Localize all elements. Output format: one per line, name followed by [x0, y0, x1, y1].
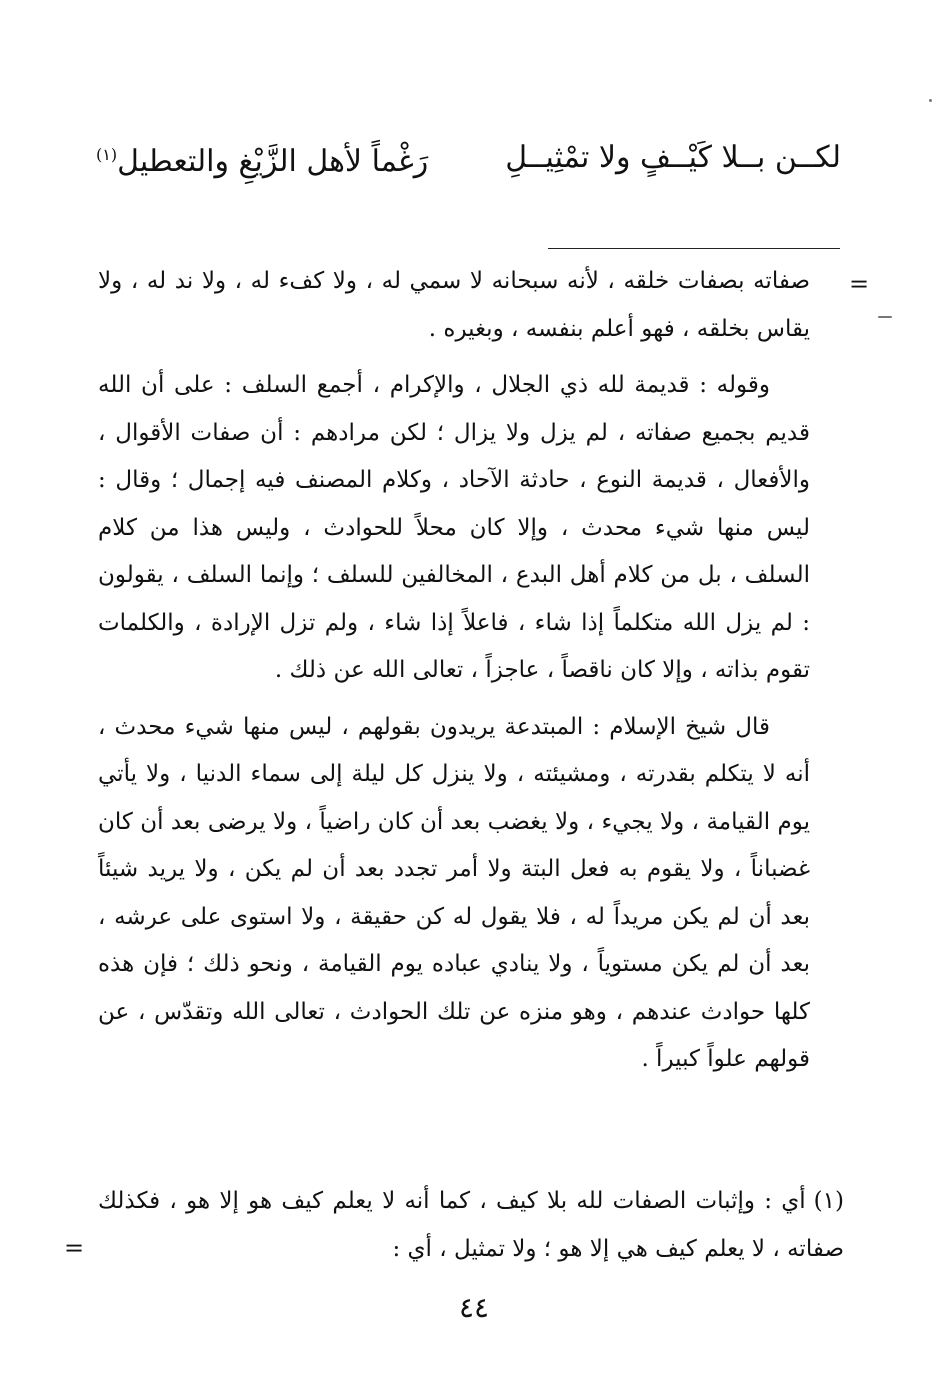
verse-line	[96, 128, 841, 188]
scan-speck	[929, 99, 932, 102]
commentary-paragraph: صفاته بصفات خلقه ، لأنه سبحانه لا سمي له ، ولا كفء له ، ولا ند له ، ولا يقاس بخلقه ، فهو أعلم بنفسه ، وبغيره .	[98, 268, 810, 342]
footnote-marker: (١)	[96, 144, 118, 164]
verse-right-hemistich: لكــن بــلا كَيْــفٍ ولا تمْثِيــلِ	[505, 140, 841, 175]
footnote-text: أي : وإثبات الصفات لله بلا كيف ، كما أنه لا يعلم كيف هو إلا هو ، فكذلك صفاته ، لا يعلم كيف هي إلا هو ؛ ولا تمثيل ، أي :	[98, 1188, 844, 1262]
commentary-body	[98, 258, 810, 1084]
continuation-mark-bottom: =	[64, 1234, 85, 1262]
commentary-paragraph: وقوله : قديمة لله ذي الجلال ، والإكرام ، أجمع السلف : على أن الله قديم بجميع صفاته ، لم يزل ولا يزال ؛ لكن مرادهم : أن صفات الأقوال ، والأفعال ، قديمة النوع ، حادثة الآحاد ، وكلام المصنف فيه إجمال ؛ وقال : ليس منها شيء محدث ، وإلا كان محلاً للحوادث ، وليس هذا من كلام السلف ، بل من كلام أهل البدع ، المخالفين للسلف ؛ وإنما السلف ، يقولون : لم يزل الله متكلماً إذا شاء ، فاعلاً إذا شاء ، ولم تزل الإرادة ، والكلمات تقوم بذاته ، وإلا كان ناقصاً ، عاجزاً ، تعالى الله عن ذلك .	[98, 372, 810, 683]
continuation-mark-top: =	[849, 270, 870, 298]
footnote	[98, 1178, 844, 1273]
verse-left-hemistich	[96, 125, 428, 192]
page-number: ٤٤	[458, 1291, 490, 1324]
separator-rule	[548, 248, 840, 249]
verse-left-text: رَغْماً لأهل الزَّيْغِ والتعطيل	[117, 143, 429, 179]
scan-speck	[878, 316, 892, 318]
footnote-number: (١)	[813, 1188, 844, 1214]
commentary-paragraph: قال شيخ الإسلام : المبتدعة يريدون بقولهم ، ليس منها شيء محدث ، أنه لا يتكلم بقدرته ، ومشيئته ، ولا ينزل كل ليلة إلى سماء الدنيا ، ولا يأتي يوم القيامة ، ولا يجيء ، ولا يغضب بعد أن كان راضياً ، ولا يرضى بعد أن كان غضباناً ، ولا يقوم به فعل البتة ولا أمر تجدد بعد أن لم يكن ، ولا يريد شيئاً بعد أن لم يكن مريداً له ، فلا يقول له كن حقيقة ، ولا استوى على عرشه ، بعد أن لم يكن مستوياً ، ولا ينادي عباده يوم القيامة ، ونحو ذلك ؛ فإن هذه كلها حوادث عندهم ، وهو منزه عن تلك الحوادث ، تعالى الله وتقدّس ، عن قولهم علواً كبيراً .	[98, 713, 810, 1072]
